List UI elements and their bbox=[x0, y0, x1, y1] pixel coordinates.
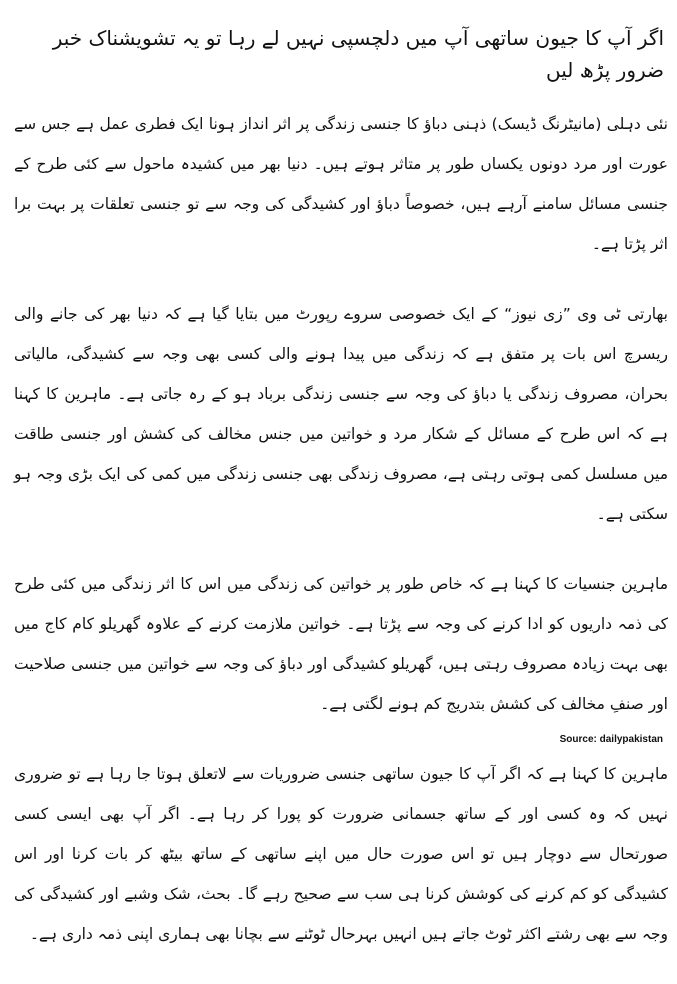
article bbox=[14, 22, 668, 984]
article-paragraph: نئی دہلی (مانیٹرنگ ڈیسک) ذہنی دباؤ کا جنسی زندگی پر اثر انداز ہونا ایک فطری عمل ہے جس سے عورت اور مرد دونوں یکساں طور پر متاثر ہوتے ہیں۔ دنیا بھر میں کشیدہ ماحول سے کئی طرح کے جنسی مسائل سامنے آرہے ہیں، خصوصاً دباؤ اور کشیدگی کی وجہ سے تو جنسی تعلقات پر بہت برا اثر پڑتا ہے۔ bbox=[14, 115, 668, 253]
article-paragraph: ماہرین جنسیات کا کہنا ہے کہ خاص طور پر خواتین کی زندگی میں اس کا اثر زندگی میں کئی طرح کی ذمہ داریوں کو ادا کرنے کی وجہ سے پڑتا ہے۔ خواتین ملازمت کرنے کے علاوہ گھریلو کام کاج میں بھی بہت زیادہ مصروف رہتی ہیں، گھریلو کشیدگی اور دباؤ کی وجہ سے خواتین میں جنسی صلاحیت اور صنفِ مخالف کی کشش بتدریج کم ہونے لگتی ہے۔ bbox=[14, 575, 668, 713]
article-paragraph: بھارتی ٹی وی ”زی نیوز“ کے ایک خصوصی سروے رپورٹ میں بتایا گیا ہے کہ دنیا بھر کی جانے والی ریسرچ اس بات پر متفق ہے کہ زندگی میں پیدا ہونے والی کسی بھی وجہ سے کشیدگی، مالیاتی بحران، مصروف زندگی یا دباؤ کی وجہ سے جنسی زندگی برباد ہو کے رہ جاتی ہے۔ ماہرین کا کہنا ہے کہ اس طرح کے مسائل کے شکار مرد و خواتین میں جنس مخالف کی کشش اور جنسی طاقت میں مسلسل کمی ہوتی رہتی ہے، مصروف زندگی بھی جنسی زندگی میں کمی کی ایک بڑی وجہ ہو سکتی ہے۔ bbox=[14, 305, 668, 523]
source-credit: Source: dailypakistan bbox=[559, 734, 663, 745]
article-headline: اگر آپ کا جیون ساتھی آپ میں دلچسپی نہیں لے رہا تو یہ تشویشناک خبر ضرور پڑھ لیں bbox=[52, 26, 664, 82]
article-paragraph: ماہرین کا کہنا ہے کہ اگر آپ کا جیون ساتھی جنسی ضروریات سے لاتعلق ہوتا جا رہا ہے تو ضروری نہیں کہ وہ کسی اور کے ساتھ جسمانی ضرورت کو پورا کر رہا ہے۔ اگر آپ بھی ایسی کسی صورتحال سے دوچار ہیں تو اس صورت حال میں اپنے ساتھی کے ساتھ بیٹھ کر بات کرنا اور اس کشیدگی کو کم کرنے کی کوشش کرنا ہی سب سے صحیح رہے گا۔ بحث، شک وشبے اور کشیدگی کی وجہ سے بھی رشتے اکثر ٹوٹ جاتے ہیں انہیں بہرحال ٹوٹنے سے بچانا بھی ہماری اپنی ذمہ داری ہے۔ bbox=[14, 765, 668, 943]
